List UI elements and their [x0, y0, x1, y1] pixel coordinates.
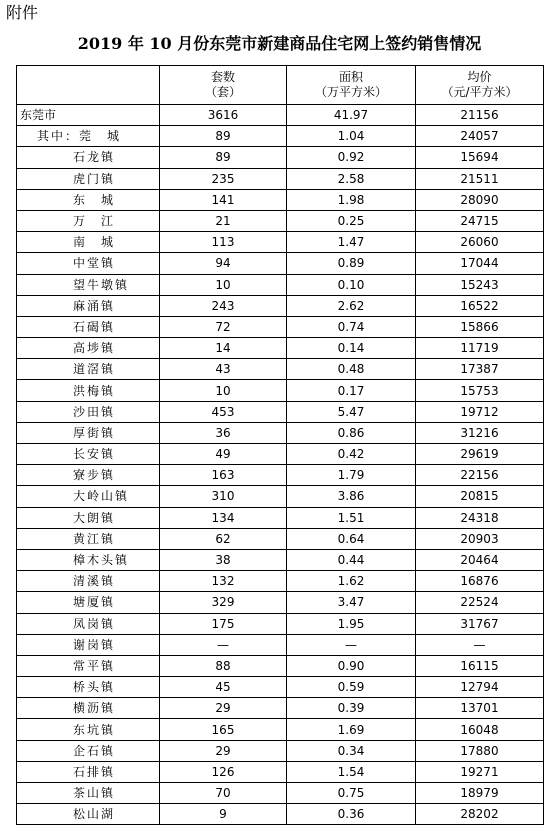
- header-blank: [17, 66, 160, 105]
- cell-units: 72: [160, 316, 287, 337]
- table-row: [17, 210, 544, 231]
- cell-price: 22524: [416, 592, 544, 613]
- cell-area: 1.79: [287, 465, 416, 486]
- attachment-label: 附件: [6, 3, 39, 22]
- table-row: [17, 465, 544, 486]
- cell-price: 24715: [416, 210, 544, 231]
- table-row: [17, 380, 544, 401]
- cell-name: 横沥镇: [17, 698, 160, 719]
- cell-area: 0.89: [287, 253, 416, 274]
- cell-units: 45: [160, 677, 287, 698]
- header-area-unit: （万平方米）: [314, 85, 387, 99]
- table-row: [17, 761, 544, 782]
- table-row: [17, 677, 544, 698]
- cell-name: 洪梅镇: [17, 380, 160, 401]
- cell-name: 石排镇: [17, 761, 160, 782]
- header-price-name: 均价: [467, 70, 492, 84]
- cell-name: 大朗镇: [17, 507, 160, 528]
- cell-area: 1.51: [287, 507, 416, 528]
- cell-price: 28090: [416, 189, 544, 210]
- cell-price: 18979: [416, 783, 544, 804]
- table-row: [17, 253, 544, 274]
- table-row: [17, 655, 544, 676]
- table-row: [17, 698, 544, 719]
- cell-name: 中堂镇: [17, 253, 160, 274]
- cell-price: 17387: [416, 359, 544, 380]
- cell-price: 20903: [416, 528, 544, 549]
- cell-area: 0.39: [287, 698, 416, 719]
- cell-name: 企石镇: [17, 740, 160, 761]
- cell-name: 桥头镇: [17, 677, 160, 698]
- cell-units: 175: [160, 613, 287, 634]
- cell-units: 29: [160, 698, 287, 719]
- cell-area: 0.86: [287, 422, 416, 443]
- table-row: [17, 528, 544, 549]
- cell-units: 10: [160, 380, 287, 401]
- cell-name: 常平镇: [17, 655, 160, 676]
- cell-units: 43: [160, 359, 287, 380]
- cell-price: 31216: [416, 422, 544, 443]
- table-row: [17, 316, 544, 337]
- table-row: [17, 783, 544, 804]
- cell-price: 17044: [416, 253, 544, 274]
- cell-price: 17880: [416, 740, 544, 761]
- cell-price: 21511: [416, 168, 544, 189]
- cell-name: 高埗镇: [17, 338, 160, 359]
- cell-units: 113: [160, 232, 287, 253]
- cell-price: 20464: [416, 549, 544, 570]
- total-name: 东莞市: [17, 105, 160, 126]
- cell-area: 3.47: [287, 592, 416, 613]
- table-row: [17, 401, 544, 422]
- cell-name: 虎门镇: [17, 168, 160, 189]
- cell-area: 1.62: [287, 571, 416, 592]
- cell-units: 141: [160, 189, 287, 210]
- cell-name: 长安镇: [17, 444, 160, 465]
- cell-area: 1.54: [287, 761, 416, 782]
- cell-area: 0.34: [287, 740, 416, 761]
- total-row: [17, 105, 544, 126]
- cell-area: 1.04: [287, 126, 416, 147]
- cell-area: 0.90: [287, 655, 416, 676]
- table-row: [17, 613, 544, 634]
- cell-area: 1.69: [287, 719, 416, 740]
- cell-units: 235: [160, 168, 287, 189]
- cell-area: 0.59: [287, 677, 416, 698]
- total-price: 21156: [416, 105, 544, 126]
- cell-units: 29: [160, 740, 287, 761]
- cell-area: 0.25: [287, 210, 416, 231]
- table-row: [17, 126, 544, 147]
- cell-area: 1.98: [287, 189, 416, 210]
- table-row: [17, 232, 544, 253]
- table-row: [17, 804, 544, 825]
- cell-units: 94: [160, 253, 287, 274]
- cell-units: —: [160, 634, 287, 655]
- total-units: 3616: [160, 105, 287, 126]
- cell-area: 0.36: [287, 804, 416, 825]
- cell-area: 0.17: [287, 380, 416, 401]
- cell-name: 大岭山镇: [17, 486, 160, 507]
- cell-name: 寮步镇: [17, 465, 160, 486]
- cell-price: 15694: [416, 147, 544, 168]
- cell-name: 沙田镇: [17, 401, 160, 422]
- header-units-unit: （套）: [204, 85, 241, 99]
- cell-name: 万 江: [17, 210, 160, 231]
- sales-table: [16, 65, 544, 825]
- table-row: [17, 359, 544, 380]
- document-title: 2019 年 10 月份东莞市新建商品住宅网上签约销售情况: [77, 34, 482, 53]
- table-row: [17, 740, 544, 761]
- cell-name: 黄江镇: [17, 528, 160, 549]
- cell-name: 茶山镇: [17, 783, 160, 804]
- cell-units: 89: [160, 147, 287, 168]
- cell-units: 21: [160, 210, 287, 231]
- cell-price: 16048: [416, 719, 544, 740]
- cell-units: 10: [160, 274, 287, 295]
- cell-units: 62: [160, 528, 287, 549]
- table-header-row: [17, 66, 544, 105]
- cell-area: 0.14: [287, 338, 416, 359]
- cell-units: 329: [160, 592, 287, 613]
- header-units-name: 套数: [210, 70, 235, 84]
- cell-name: 石龙镇: [17, 147, 160, 168]
- cell-units: 88: [160, 655, 287, 676]
- cell-area: 1.95: [287, 613, 416, 634]
- cell-units: 36: [160, 422, 287, 443]
- table-row: [17, 486, 544, 507]
- cell-units: 243: [160, 295, 287, 316]
- header-price: [416, 66, 544, 105]
- cell-price: 15866: [416, 316, 544, 337]
- cell-price: 28202: [416, 804, 544, 825]
- cell-price: 19271: [416, 761, 544, 782]
- cell-price: 20815: [416, 486, 544, 507]
- cell-area: 2.62: [287, 295, 416, 316]
- header-area: [287, 66, 416, 105]
- cell-area: 0.10: [287, 274, 416, 295]
- cell-units: 134: [160, 507, 287, 528]
- cell-name: 厚街镇: [17, 422, 160, 443]
- cell-area: 0.74: [287, 316, 416, 337]
- cell-area: 0.48: [287, 359, 416, 380]
- cell-area: 0.75: [287, 783, 416, 804]
- cell-units: 49: [160, 444, 287, 465]
- cell-name: 东 城: [17, 189, 160, 210]
- cell-name: 望牛墩镇: [17, 274, 160, 295]
- table-row: [17, 549, 544, 570]
- cell-units: 165: [160, 719, 287, 740]
- cell-price: 24057: [416, 126, 544, 147]
- cell-price: 11719: [416, 338, 544, 359]
- cell-area: 0.64: [287, 528, 416, 549]
- cell-units: 9: [160, 804, 287, 825]
- cell-units: 126: [160, 761, 287, 782]
- cell-name: 塘厦镇: [17, 592, 160, 613]
- table-row: [17, 147, 544, 168]
- table-row: [17, 189, 544, 210]
- table-row: [17, 274, 544, 295]
- cell-name: 东坑镇: [17, 719, 160, 740]
- cell-price: 26060: [416, 232, 544, 253]
- cell-name: 道滘镇: [17, 359, 160, 380]
- total-area: 41.97: [287, 105, 416, 126]
- cell-name: 松山湖: [17, 804, 160, 825]
- cell-price: 12794: [416, 677, 544, 698]
- cell-price: 16115: [416, 655, 544, 676]
- table-row: [17, 592, 544, 613]
- table-row: [17, 571, 544, 592]
- table-row: [17, 444, 544, 465]
- table-row: [17, 634, 544, 655]
- cell-area: 0.44: [287, 549, 416, 570]
- cell-price: 13701: [416, 698, 544, 719]
- cell-name: 清溪镇: [17, 571, 160, 592]
- cell-price: 22156: [416, 465, 544, 486]
- cell-units: 70: [160, 783, 287, 804]
- cell-price: —: [416, 634, 544, 655]
- cell-price: 31767: [416, 613, 544, 634]
- cell-units: 310: [160, 486, 287, 507]
- cell-price: 16876: [416, 571, 544, 592]
- cell-area: 5.47: [287, 401, 416, 422]
- cell-units: 132: [160, 571, 287, 592]
- cell-name: 南 城: [17, 232, 160, 253]
- header-price-unit: （元/平方米）: [441, 85, 518, 99]
- cell-units: 14: [160, 338, 287, 359]
- cell-area: 2.58: [287, 168, 416, 189]
- cell-area: 0.42: [287, 444, 416, 465]
- cell-name: 石碣镇: [17, 316, 160, 337]
- cell-price: 15243: [416, 274, 544, 295]
- cell-price: 16522: [416, 295, 544, 316]
- cell-price: 19712: [416, 401, 544, 422]
- cell-name: 凤岗镇: [17, 613, 160, 634]
- table-row: [17, 295, 544, 316]
- cell-area: 1.47: [287, 232, 416, 253]
- cell-price: 29619: [416, 444, 544, 465]
- cell-name: 麻涌镇: [17, 295, 160, 316]
- cell-name: 谢岗镇: [17, 634, 160, 655]
- cell-units: 453: [160, 401, 287, 422]
- cell-area: 0.92: [287, 147, 416, 168]
- cell-name: 其中：莞 城: [17, 126, 160, 147]
- header-area-name: 面积: [338, 70, 363, 84]
- table-row: [17, 719, 544, 740]
- cell-area: —: [287, 634, 416, 655]
- cell-area: 3.86: [287, 486, 416, 507]
- table-row: [17, 168, 544, 189]
- table-row: [17, 507, 544, 528]
- cell-price: 24318: [416, 507, 544, 528]
- cell-name: 樟木头镇: [17, 549, 160, 570]
- cell-units: 163: [160, 465, 287, 486]
- cell-units: 38: [160, 549, 287, 570]
- cell-price: 15753: [416, 380, 544, 401]
- header-units: [160, 66, 287, 105]
- table-row: [17, 338, 544, 359]
- cell-units: 89: [160, 126, 287, 147]
- table-row: [17, 422, 544, 443]
